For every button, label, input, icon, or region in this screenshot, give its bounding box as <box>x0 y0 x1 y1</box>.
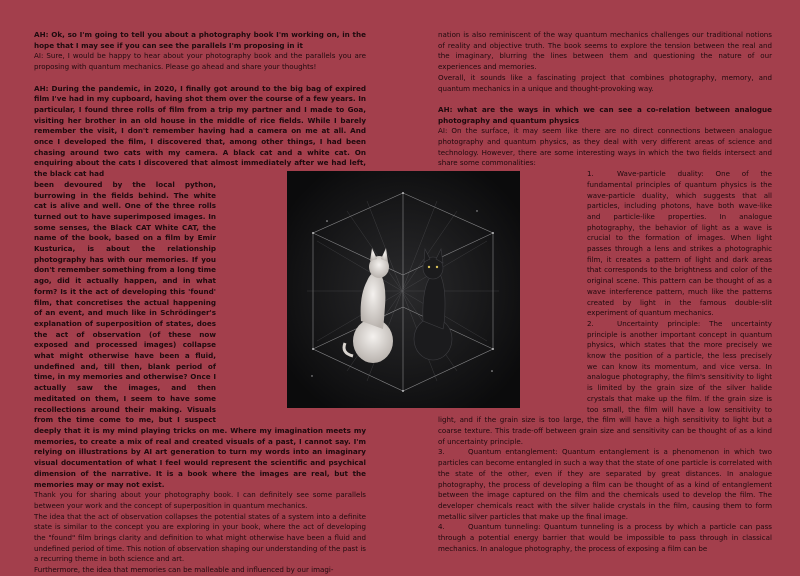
list-item: 3. Quantum entanglement: Quantum entanglement is a phenomenon in which two particles can become entangled in such a way that the state of one particle is correlated with the state of the other, even if they are separated by great distances. In analogue photography, the process of developing a film can be thought of as a kind of entanglement between the image captured on the film and the chemicals used to develop the film. The developer chemicals react with the silver halide crystals in the film, causing them to form metallic silver particles that make up the final image. <box>438 447 772 521</box>
continuation-paragraph: nation is also reminiscent of the way quantum mechanics challenges our traditional notions of reality and objective truth. The book seems to explore the tension between the real and the imaginary, blurring the lines between them and questioning the nature of our experiences and memories. <box>438 30 772 72</box>
reply-paragraph-3: Furthermore, the idea that memories can be malleable and influenced by our imagi- <box>34 565 334 575</box>
story-paragraph-bottom: I'm relying on illustrations by AI art generation to turn my words into an imaginary visual documentation of what I feel would represent the scientific and psychical dimension of the narrative. It is a book where the images are real, but the memories may or may not exist. <box>34 436 366 489</box>
cats-in-cube-artwork <box>287 171 520 408</box>
list-item: 2. Uncertainty principle: The uncertainty principle is another important concept in quantum physics, which states that the more precisely we know the position of a particle, the less precisely we can know its momentum, and vice versa. In analogue photography, the film's sensitivity to light is limited by the grain size of the silver halide crystals that make up the film. If the grain size is too small, the film will have a low sensitivity to light, and if the grain size is too large, the film will have a high sensitivity to light but a coarse texture. This trade-off between grain size and sensitivity can be thought of as a kind of uncertainty principle. <box>438 318 772 446</box>
question-paragraph: AH: what are the ways in which we can see a co-relation between analogue photography and quantum physics <box>438 104 772 125</box>
answer-intro: AI: On the surface, it may seem like there are no direct connections between analogue photography and quantum physics, as they deal with very different areas of science and technology. However, there are some interesting ways in which the two fields intersect and share some commonalities: <box>438 126 772 168</box>
story-paragraph-top: AH: During the pandemic, in 2020, I finally got around to the big bag of expired film I've had in my cupboard, having shot them over the course of a few years. In particular, I found three rolls of film from a trip my partner and I made to Goa, visiting her brother in an old house in the middle of rice fields. While I barely remember the visit, I don't remember having had a camera on me at all. And once I developed the film, I discovered that, among other things, I had been chasing around two cats with my camera. A black cat and a white cat. On enquiring about the cats I discovered that almost immediately after we had left, the black cat had <box>34 83 366 179</box>
intro-question: AH: Ok, so I'm going to tell you about a photography book I'm working on, in the hope that I may see if you can see the parallels I'm proposing in it <box>34 30 366 50</box>
reply-paragraph-2: The idea that the act of observation collapses the potential states of a system into a definite state is similar to the concept you are exploring in your book, where the act of developing the "found" film brings clarity and definition to what might otherwise have been a fluid and undefined period of time. This notion of observation shaping our understanding of the past is a recurring theme in both science and art. <box>34 511 366 564</box>
summary-paragraph: Overall, it sounds like a fascinating project that combines photography, memory, and quantum mechanics in a unique and thought-provoking way. <box>438 72 772 93</box>
list-item: 1. Wave-particle duality: One of the fundamental principles of quantum physics is the wave-particle duality, which suggests that all particles, including photons, have both wave-like and particle-like properties. In analogue photography, the behavior of light as a wave is crucial to the formation of images. When light passes through a lens and strikes a photographic film, it creates a pattern of light and dark areas that corresponds to the brightness and color of the original scene. This pattern can be thought of as a wave interference pattern, much like the patterns created by light in the famous double-slit experiment of quantum mechanics. <box>587 169 772 318</box>
cube-illustration <box>287 171 520 408</box>
reply-paragraph-1: Thank you for sharing about your photography book. I can definitely see some parallels between your work and the concept of superposition in quantum mechanics. <box>34 490 366 510</box>
list-item: 4. Quantum tunneling: Quantum tunneling is a process by which a particle can pass through a potential energy barrier that would be impossible to pass through in classical mechanics. In analogue photography, the process of exposing a film can be <box>438 522 772 553</box>
intro-answer: AI: Sure, I would be happy to hear about your photography book and the parallels you are proposing with quantum mechanics. Please go ahead and share your thoughts! <box>34 51 366 72</box>
story-paragraph-wrap: been devoured by the local python, burrowing in the fields behind. The white cat is alive and well. One of the three rolls turned out to have superimposed images. In some senses, the Black CAT White CAT, the name of the book, based on a film by Emir Kusturica, is about the relationship photography has with our memories. If you don't remember something from a long time ago, did it actually happen, and in what form? Is it the act of developing this 'found' film, that concretises the actual happening of an event, and much like in Schrödinger's explanation of superposition of states, does the act of observation (of these now exposed and processed images) collapse what might otherwise have been a fluid, undefined and, till then, blank period of time, in my memories and otherwise? Once I actually saw the images, and then meditated on them, I seem to have some recollections around their making. Visuals from the time come to me, but I suspect deeply that it is my mind playing tricks on me. Where my imagination meets my memories, to create a mix of real and created visuals of a past, I cannot say. <box>34 179 366 446</box>
